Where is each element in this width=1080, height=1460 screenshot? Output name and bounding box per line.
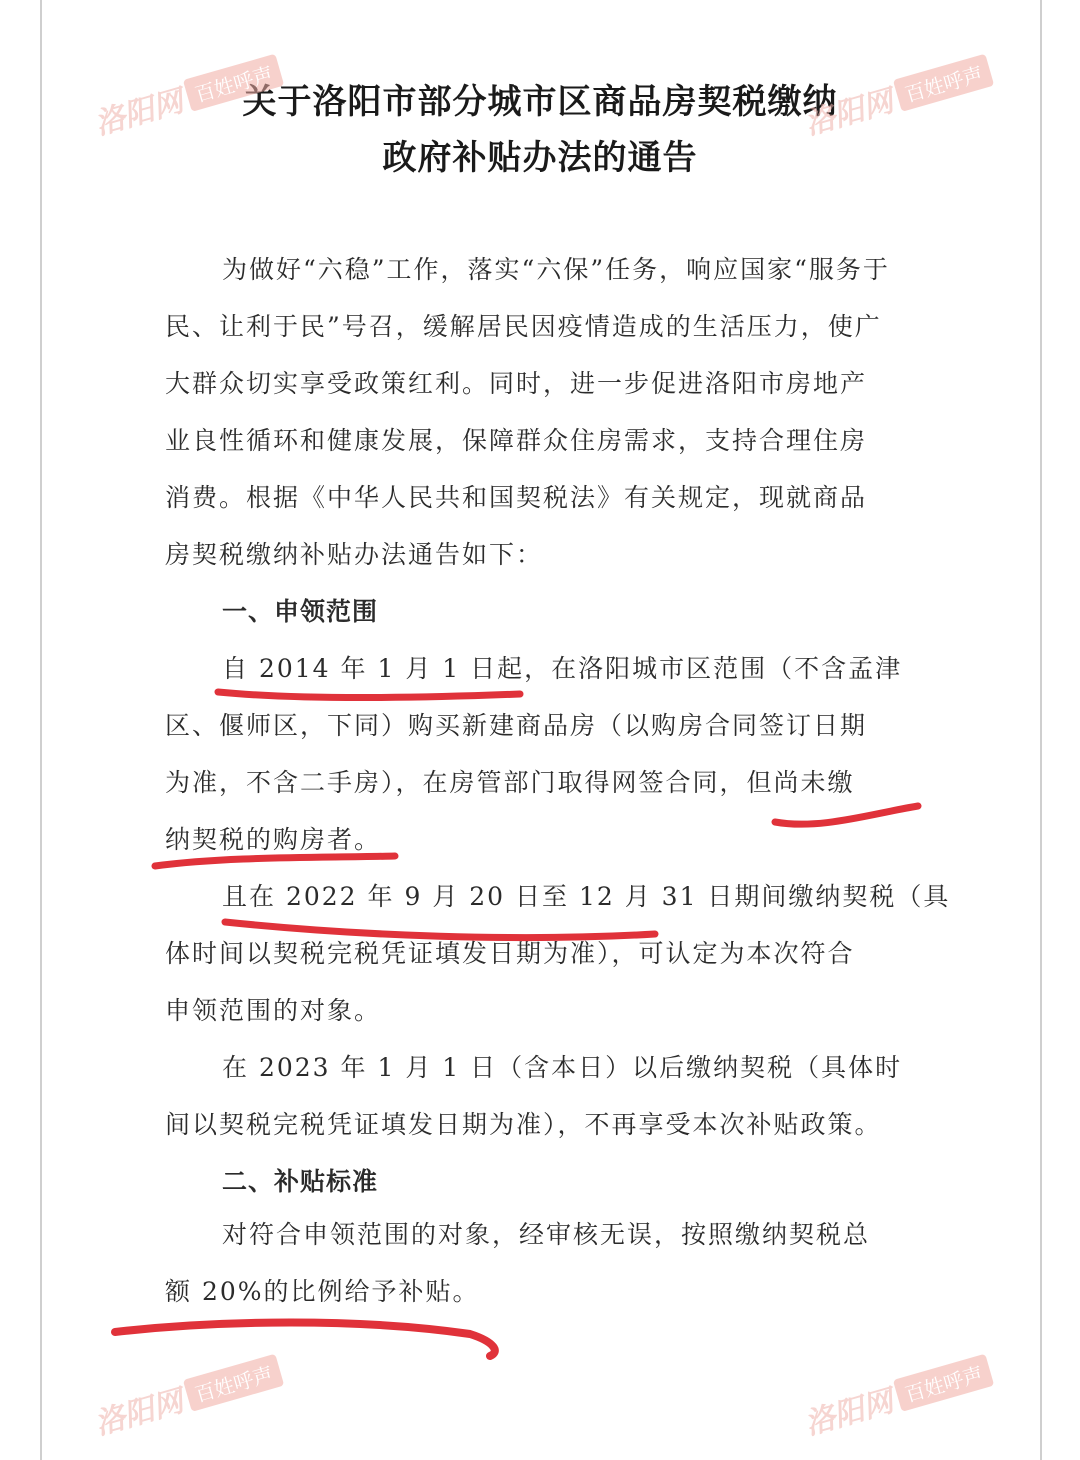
underline-start-date (218, 692, 520, 698)
scope-line: 自 2014 年 1 月 1 日起，在洛阳城市区范围（不含孟津 (222, 654, 903, 683)
intro-line: 消费。根据《中华人民共和国契税法》有关规定，现就商品 (165, 483, 868, 512)
standard-line: 额 20%的比例给予补贴。 (165, 1277, 480, 1306)
underline-subsidy-rate (115, 1323, 495, 1357)
scan-edge-left (40, 0, 42, 1460)
underline-buyer (155, 856, 395, 866)
watermark-badge: 百姓呼声 (183, 1353, 284, 1411)
intro-line: 大群众切实享受政策红利。同时，进一步促进洛阳市房地产 (165, 369, 868, 398)
intro-line: 房契税缴纳补贴办法通告如下： (165, 540, 544, 569)
watermark-badge: 百姓呼声 (183, 53, 284, 111)
section-heading-scope: 一、申领范围 (222, 597, 379, 626)
payment-period-line: 且在 2022 年 9 月 20 日至 12 月 31 日期间缴纳契税（具 (222, 882, 951, 911)
intro-line: 业良性循环和健康发展，保障群众住房需求，支持合理住房 (165, 426, 868, 455)
intro-line: 民、让利于民”号召，缓解居民因疫情造成的生活压力，使广 (165, 312, 882, 341)
section-heading-standard: 二、补贴标准 (222, 1167, 379, 1196)
scope-line: 为准，不含二手房），在房管部门取得网签合同，但尚未缴 (165, 768, 855, 797)
intro-line: 为做好“六稳”工作，落实“六保”任务，响应国家“服务于 (222, 255, 890, 284)
exclusion-line: 在 2023 年 1 月 1 日（含本日）以后缴纳契税（具体时 (222, 1053, 903, 1082)
standard-line: 对符合申领范围的对象，经审核无误，按照缴纳契税总 (222, 1220, 871, 1249)
payment-period-line: 体时间以契税完税凭证填发日期为准），可认定为本次符合 (165, 939, 855, 968)
watermark-badge: 百姓呼声 (893, 1353, 994, 1411)
watermark-name: 洛阳网 (91, 1383, 188, 1443)
watermark-name: 洛阳网 (801, 83, 898, 143)
underline-payment-period (225, 922, 655, 938)
scope-line: 区、偃师区，下同）购买新建商品房（以购房合同签订日期 (165, 711, 868, 740)
watermark-logo (799, 48, 996, 143)
payment-period-line: 申领范围的对象。 (165, 996, 382, 1025)
document-title-line-2: 政府补贴办法的通告 (382, 138, 698, 178)
exclusion-line: 间以契税完税凭证填发日期为准），不再享受本次补贴政策。 (165, 1110, 882, 1139)
watermark-name: 洛阳网 (91, 83, 188, 143)
document-title-line-1: 关于洛阳市部分城市区商品房契税缴纳 (242, 82, 838, 122)
underline-not-yet-paid (775, 806, 918, 824)
scan-edge-right (1040, 0, 1042, 1460)
watermark-logo (799, 1348, 996, 1443)
watermark-name: 洛阳网 (801, 1383, 898, 1443)
scope-line: 纳契税的购房者。 (165, 825, 382, 854)
watermark-logo (89, 48, 286, 143)
watermark-logo (89, 1348, 286, 1443)
watermark-badge: 百姓呼声 (893, 53, 994, 111)
